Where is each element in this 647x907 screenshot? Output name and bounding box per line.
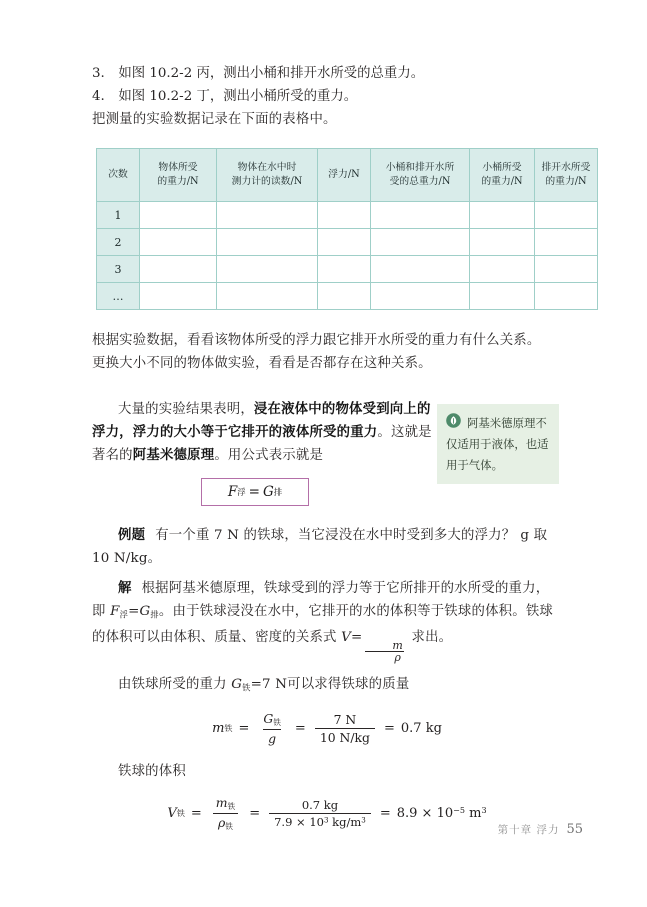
data-cell[interactable] (470, 229, 535, 256)
step-3-text: 如图 10.2-2 丙，测出小桶和排开水所受的总重力。 (118, 66, 425, 81)
fraction-denominator: $7.9 \times 10^3$ $kg/m^3$ (269, 813, 371, 829)
eq-mass-fraction-2 (315, 712, 375, 745)
solution-F: F (110, 604, 120, 619)
data-cell[interactable] (318, 202, 371, 229)
eq-mass-result: 0.7 kg (400, 721, 442, 737)
eq-mass-lhs-subscript: 铁 (224, 724, 233, 734)
solution-text-prefix-2: 即 (92, 604, 111, 619)
fraction-denominator: $\rho_铁$ (213, 813, 238, 832)
page-number: 55 (566, 822, 583, 837)
eq-volume-result: $8.9 \times 10^{-5}$ $m^3$ (396, 806, 487, 822)
data-cell[interactable] (318, 229, 371, 256)
archimedes-principle-paragraph (92, 398, 437, 467)
fraction-denominator: 10 N/kg (315, 728, 375, 745)
row-index-cell: 1 (97, 202, 140, 229)
row-index-cell: 2 (97, 229, 140, 256)
solution-equals: = (128, 604, 140, 619)
table-header-cell-6: 排开水所受 的重力/N (535, 149, 598, 202)
eq-mass-fraction-1 (258, 711, 286, 746)
side-note-text: 阿基米德原理不仅适用于液体，也适用于气体。 (446, 416, 549, 472)
page-footer (0, 822, 583, 837)
step-item-3 (92, 62, 562, 85)
table-header-cell-0: 次数 (97, 149, 140, 202)
data-cell[interactable] (371, 256, 470, 283)
data-cell[interactable] (470, 256, 535, 283)
step-4-number: 4. (92, 89, 105, 104)
table-row (97, 256, 598, 283)
data-cell[interactable] (371, 229, 470, 256)
mass-intro-suffix: 可以求得铁球的质量 (287, 676, 410, 692)
solution-label: 解 (118, 580, 132, 596)
data-cell[interactable] (217, 229, 318, 256)
eq-volume-equals-2: = (249, 806, 261, 822)
data-cell[interactable] (217, 256, 318, 283)
equation-mass (92, 711, 562, 746)
post-table-instructions (92, 329, 562, 375)
table-header-row (97, 149, 598, 202)
data-cell[interactable] (535, 229, 598, 256)
fraction-denominator: g (263, 729, 281, 746)
principle-mid: 。这就是著名的 (92, 425, 432, 463)
solution-F-subscript: 浮 (119, 609, 129, 620)
eq-volume-equals-3: = (379, 806, 391, 822)
formula-F-subscript: 浮 (237, 487, 246, 497)
solution-text-5: 求出。 (407, 630, 453, 646)
data-cell[interactable] (140, 202, 217, 229)
formula-equals: = (248, 484, 260, 500)
data-cell[interactable] (470, 202, 535, 229)
table-header-cell-5: 小桶所受 的重力/N (470, 149, 535, 202)
data-cell[interactable] (140, 283, 217, 310)
eq-mass-equals-1: = (238, 721, 250, 737)
step-4-text: 如图 10.2-2 丁，测出小桶所受的重力。 (118, 89, 358, 104)
solution-V-equals: = (350, 630, 363, 646)
volume-intro-line: 铁球的体积 (118, 764, 186, 780)
fraction-numerator: $G_铁$ (263, 711, 281, 728)
fraction-numerator: $m_铁$ (215, 795, 236, 812)
eq-mass-equals-2: = (294, 721, 306, 737)
table-header-cell-4: 小桶和排开水所 受的总重力/N (371, 149, 470, 202)
solution-m-over-rho-fraction (363, 640, 406, 664)
data-cell[interactable] (371, 283, 470, 310)
solution-V: V (341, 630, 351, 646)
mass-intro-prefix: 由铁球所受的重力 (118, 676, 232, 692)
fraction-denominator: ρ (365, 651, 404, 664)
post-table-line-1: 根据实验数据，看看该物体所受的浮力跟它排开水所受的重力有什么关系。 (92, 333, 541, 348)
example-g-note: g 取 (520, 528, 548, 543)
principle-name: 阿基米德原理 (132, 447, 215, 463)
principle-bold-statement: 浸在液体中的物体受到向上的浮力，浮力的大小等于它排开的液体所受的重力 (92, 401, 431, 440)
principle-tail: 。用公式表示就是 (214, 448, 324, 463)
post-table-line-2: 更换大小不同的物体做实验，看看是否都存在这种关系。 (92, 356, 432, 371)
formula-G: G (262, 484, 274, 500)
solution-G-subscript: 排 (150, 609, 159, 620)
step-3-number: 3. (92, 66, 105, 81)
data-cell[interactable] (140, 256, 217, 283)
side-note-box (437, 404, 559, 484)
table-header-cell-2: 物体在水中时 测力计的读数/N (217, 149, 318, 202)
formula-F: F (227, 484, 238, 500)
data-cell[interactable] (217, 202, 318, 229)
mass-intro-G-subscript: 铁 (242, 682, 251, 693)
example-problem (92, 524, 562, 570)
fraction-numerator: 0.7 kg (301, 798, 339, 813)
fraction-numerator: 7 N (333, 712, 357, 728)
solution-block (92, 577, 562, 664)
data-cell[interactable] (371, 202, 470, 229)
archimedes-formula-box (201, 478, 309, 506)
eq-mass-equals-3: = (384, 721, 395, 737)
example-question: 有一个重 7 N 的铁球，当它浸没在水中时受到多大的浮力？ (155, 528, 516, 543)
example-g-value: 10 N/kg。 (92, 551, 162, 566)
footer-chapter-title: 第十章 浮力 (497, 824, 560, 836)
solution-G: G (139, 604, 151, 619)
fraction-numerator: m (392, 638, 404, 652)
data-cell[interactable] (140, 229, 217, 256)
table-row (97, 202, 598, 229)
experiment-data-table (96, 148, 598, 310)
data-cell[interactable] (535, 256, 598, 283)
leaf-badge-icon (446, 413, 461, 428)
data-cell[interactable] (318, 256, 371, 283)
table-header-cell-3: 浮力/N (318, 149, 371, 202)
eq-volume-lhs-subscript: 铁 (176, 809, 185, 819)
example-label: 例题 (118, 527, 146, 543)
eq-volume-equals-1: = (190, 806, 202, 822)
mass-intro-G: G (231, 676, 243, 692)
solution-text-3: 。由于铁球浸没在水中，它排开的水的体积等于铁球的体积。铁球的体积可以由体积、质量、密度的关系式 (92, 604, 554, 646)
principle-lead: 大量的实验结果表明， (118, 402, 254, 417)
data-cell[interactable] (217, 283, 318, 310)
table-row (97, 283, 598, 310)
table-header-cell-1: 物体所受 的重力/N (140, 149, 217, 202)
formula-G-subscript: 排 (273, 487, 283, 497)
data-cell[interactable] (470, 283, 535, 310)
data-cell[interactable] (318, 283, 371, 310)
eq-volume-lhs: V (167, 806, 177, 822)
mass-intro-line (92, 673, 562, 699)
record-data-line: 把测量的实验数据记录在下面的表格中。 (92, 112, 337, 127)
row-index-cell: … (97, 283, 140, 310)
experiment-data-table-wrapper (96, 148, 591, 310)
table-row (97, 229, 598, 256)
data-cell[interactable] (535, 202, 598, 229)
solution-text-1: 根据阿基米德原理，铁球受到的浮力等于它所排开的水所受的重力， (141, 581, 550, 596)
row-index-cell: 3 (97, 256, 140, 283)
data-cell[interactable] (535, 283, 598, 310)
eq-mass-lhs: m (212, 721, 225, 737)
mass-intro-value: =7 N (250, 676, 288, 692)
step-item-4 (92, 85, 562, 108)
